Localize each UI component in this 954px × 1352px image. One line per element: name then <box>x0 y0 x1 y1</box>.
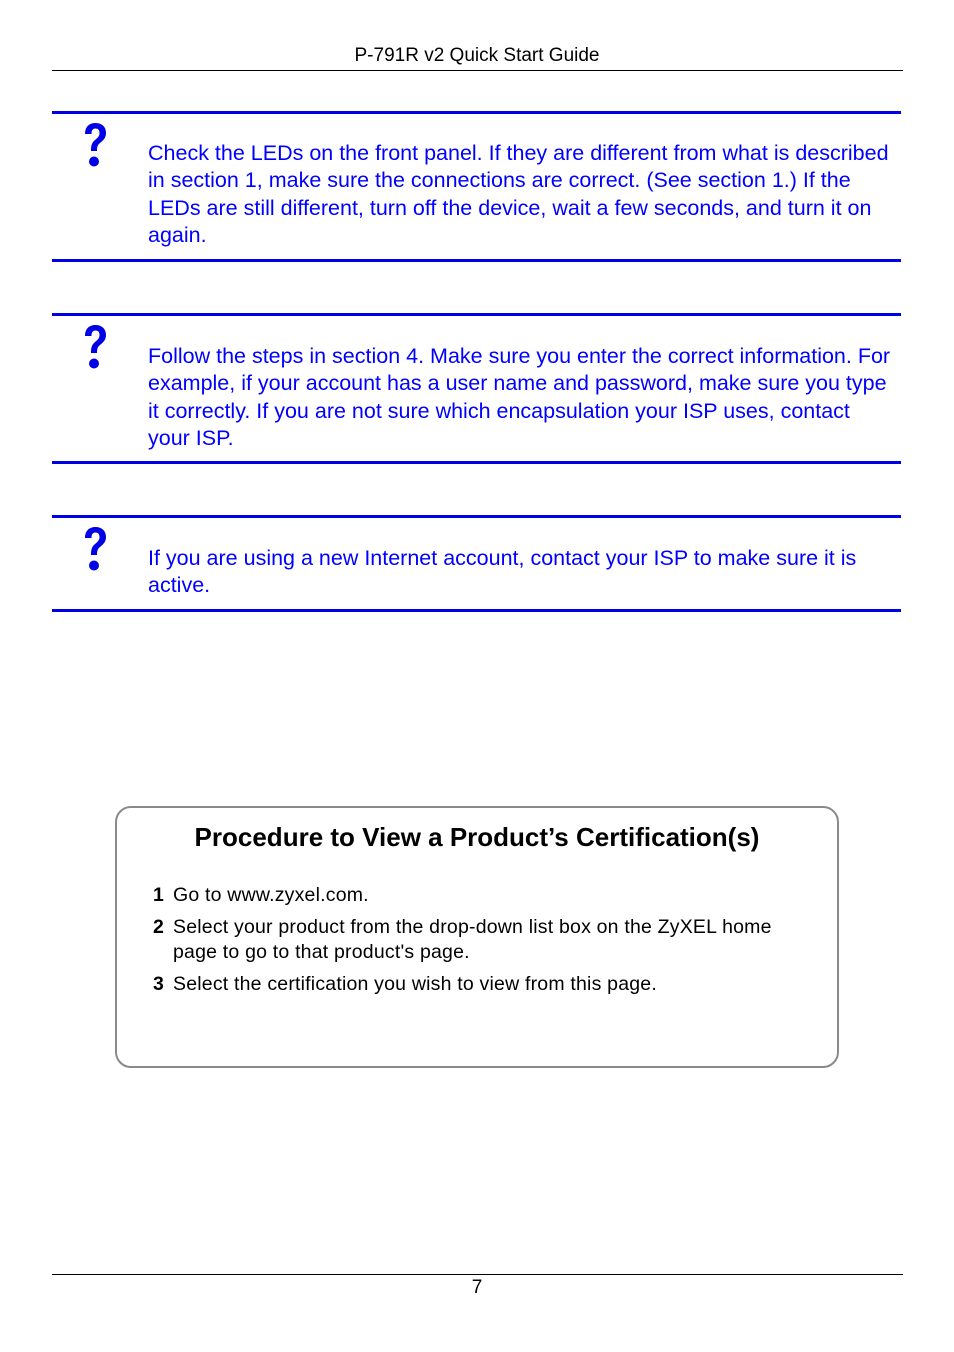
step-item <box>153 972 819 997</box>
header-divider <box>52 70 903 71</box>
page-header-title: P-791R v2 Quick Start Guide <box>354 45 600 66</box>
troubleshooting-tip <box>52 111 901 262</box>
step-number: 1 <box>153 884 165 906</box>
question-icon <box>81 526 109 574</box>
footer-divider <box>52 1274 903 1275</box>
step-number: 2 <box>153 916 165 938</box>
question-icon <box>81 324 109 372</box>
certification-steps <box>153 883 819 1004</box>
tip-text: Check the LEDs on the front panel. If they are different from what is described in section 1, make sure the connections are correct. (See section 1.) If the LEDs are still different, turn off the device, wait a few seconds, and turn it on again. <box>148 141 889 247</box>
tip-text: Follow the steps in section 4. Make sure you enter the correct information. For example, if your account has a user name and password, make sure you type it correctly. If you are not sure which encapsulation your ISP uses, contact your ISP. <box>148 344 891 450</box>
troubleshooting-tip <box>52 515 901 612</box>
question-icon <box>81 122 109 170</box>
page-number: 7 <box>471 1277 483 1298</box>
step-text: Select your product from the drop-down list box on the ZyXEL home page to go to that product's page. <box>173 916 772 963</box>
step-item <box>153 883 819 908</box>
step-item <box>153 915 819 965</box>
step-text: Go to www.zyxel.com. <box>173 884 369 906</box>
troubleshooting-tip <box>52 313 901 464</box>
step-text: Select the certification you wish to view from this page. <box>173 973 657 995</box>
tip-text: If you are using a new Internet account, contact your ISP to make sure it is active. <box>148 546 857 598</box>
step-number: 3 <box>153 973 165 995</box>
certification-procedure-box <box>115 806 839 1068</box>
certification-title: Procedure to View a Product’s Certification(s) <box>194 822 760 852</box>
